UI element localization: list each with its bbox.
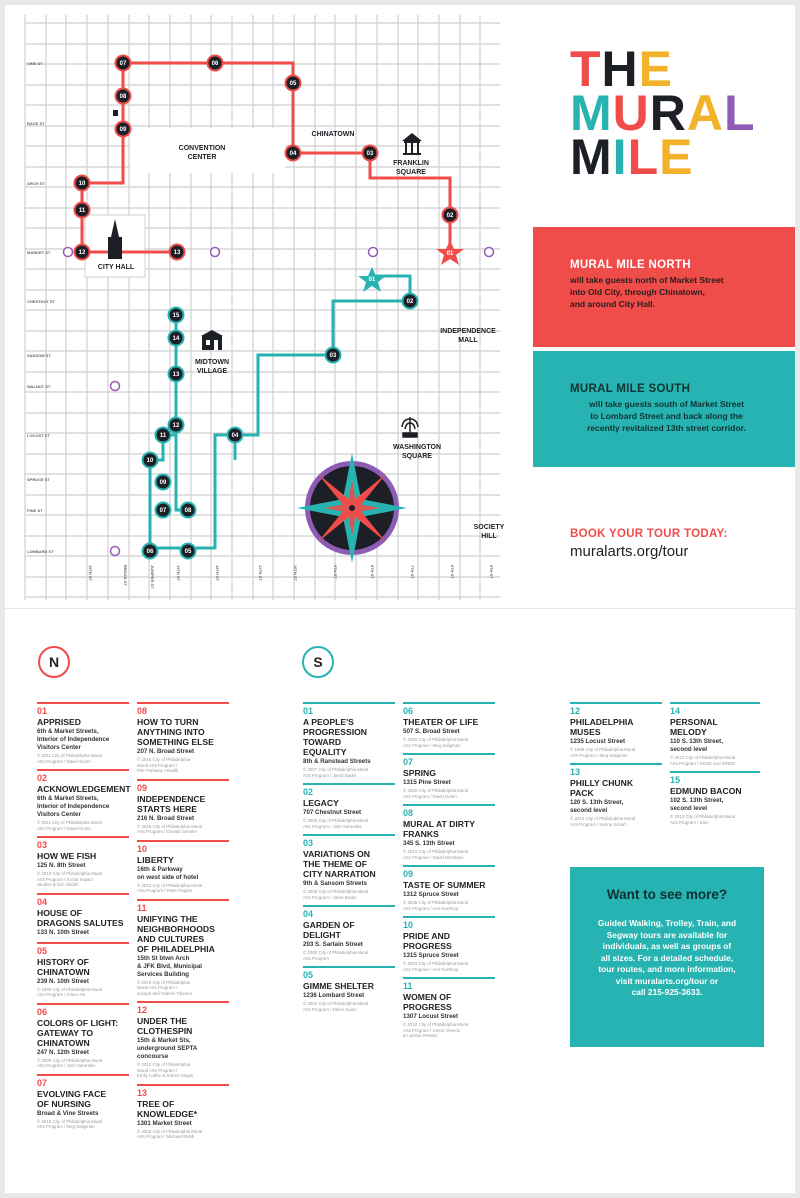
mural-number: 05 (303, 970, 314, 980)
mural-address: 507 S. Broad Street (403, 728, 460, 735)
mural-entry (37, 1074, 129, 1135)
mural-credit: © 2015 City of Philadelphia Mural Arts Program / Meg Saligman (37, 1118, 103, 1129)
mural-address: 247 N. 12th Street (37, 1048, 89, 1056)
south-stop-10 (143, 453, 158, 468)
mural-title: COLORS OF LIGHT: GATEWAY TO CHINATOWN (37, 1017, 119, 1048)
mural-entry (403, 977, 495, 1044)
svg-text:03: 03 (366, 151, 374, 158)
logo-letter: L (723, 85, 756, 141)
mural-credit: © 2000 City of Philadelphia Mural Arts Program (303, 950, 369, 961)
south-stop-12 (169, 418, 184, 433)
north-stop-07 (116, 56, 131, 71)
svg-text:09: 09 (119, 127, 127, 134)
mural-entry (403, 753, 495, 804)
mural-title: SPRING (403, 768, 436, 778)
mural-address: 102 S. 13th Street, second level (670, 797, 724, 812)
mural-title: TASTE OF SUMMER (403, 880, 486, 890)
street-label: RACE ST (27, 121, 45, 126)
mural-entry (570, 702, 662, 763)
mural-entry (37, 702, 129, 769)
place-convention-center: CONVENTION CENTER (178, 145, 226, 161)
mural-title: ACKNOWLEDGEMENT (37, 784, 131, 794)
south-panel-text: will take guests south of Market Street to Lombard Street and back along the recently revitalized 13th street corridor. (587, 399, 746, 433)
svg-text:10: 10 (78, 181, 86, 188)
logo-letter: E (638, 41, 674, 97)
book-tour-title: BOOK YOUR TOUR TODAY: (570, 528, 728, 540)
logo-letter: L (627, 129, 660, 185)
logo-line-3 (570, 129, 756, 185)
logo-letter: M (570, 85, 613, 141)
north-list-col2 (137, 702, 229, 1145)
north-stop-13 (170, 245, 185, 260)
mural-entry (137, 1001, 229, 1084)
building-icon (113, 110, 118, 116)
mural-number: 10 (403, 920, 414, 930)
north-stop-02 (443, 208, 458, 223)
south-route (176, 425, 188, 510)
compass-rose-icon (297, 453, 407, 563)
south-badge: S (302, 646, 334, 678)
south-stop-06 (143, 544, 158, 559)
mural-title: PRIDE AND PROGRESS (403, 931, 452, 951)
mural-number: 07 (37, 1077, 48, 1088)
mural-entry (137, 779, 229, 840)
mural-entry (137, 840, 229, 899)
street-label: JUNIPER ST (150, 565, 155, 589)
street-label: 11TH ST (258, 565, 263, 581)
svg-text:05: 05 (289, 81, 297, 88)
brochure-page (5, 5, 795, 1193)
mural-mile-map (5, 5, 505, 605)
mural-credit: © 2000 City of Philadelphia Mural Arts Program / David Guinn (403, 788, 469, 799)
mural-address: 15th & Market Sts, underground SEPTA concourse (137, 1037, 198, 1060)
mural-entry (37, 769, 129, 836)
north-badge: N (38, 646, 70, 678)
mural-title: LEGACY (303, 798, 339, 808)
mural-address: 1315 Spruce Street (403, 952, 459, 959)
svg-text:10: 10 (146, 458, 154, 465)
svg-text:11: 11 (159, 433, 167, 440)
mural-credit: © 2012 City of Philadelphia Mural Arts Program / Emily Lubbe & Robert Singer (137, 1062, 194, 1078)
svg-text:02: 02 (406, 299, 414, 306)
street-label: 13TH ST (176, 565, 181, 582)
mural-address: 133 N. 10th Street (37, 928, 89, 936)
svg-text:06: 06 (211, 61, 219, 68)
south-panel-title: MURAL MILE SOUTH (570, 383, 691, 395)
north-panel-title: MURAL MILE NORTH (570, 259, 691, 271)
mural-title: MURAL AT DIRTY FRANKS (403, 819, 475, 839)
svg-text:13: 13 (173, 250, 181, 257)
storefront-icon (201, 330, 223, 350)
svg-text:07: 07 (159, 508, 167, 515)
mural-address: 345 S. 13th Street (403, 840, 455, 847)
mural-title: PERSONAL MELODY (670, 717, 718, 737)
north-stop-11 (75, 203, 90, 218)
mural-entry (403, 865, 495, 916)
carousel-icon (402, 133, 422, 155)
svg-text:14: 14 (172, 336, 180, 343)
street-label: SANSOM ST (27, 353, 51, 358)
mural-title: HOUSE OF DRAGONS SALUTES (37, 907, 124, 928)
logo-letter: T (570, 41, 602, 97)
south-star-label: 01 (368, 277, 376, 283)
mural-credit: © 2004 City of Philadelphia Mural Arts Program / David Guinn (303, 1001, 369, 1012)
mural-credit: © 2015 City of Philadelphia Mural Arts Program / Pier Parkway Artwalk (137, 757, 191, 773)
mural-address: 15th St btwn Arch & JFK Blvd, Municipal Services Building (137, 954, 202, 978)
mural-number: 08 (403, 808, 414, 818)
mural-number: 10 (137, 843, 148, 854)
svg-text:12: 12 (172, 423, 180, 430)
north-panel (533, 227, 795, 347)
mural-credit: © 1999 City of Philadelphia Mural Arts Program / Meg Saligman (570, 747, 636, 758)
see-more-box (570, 867, 764, 1047)
mural-address: 216 N. Broad Street (137, 814, 195, 822)
fold-divider (5, 608, 795, 609)
mural-address: 120 S. 13th Street, second level (570, 799, 624, 814)
street-label: LOMBARD ST (27, 549, 54, 554)
south-stop-14 (169, 331, 184, 346)
mural-title: HOW WE FISH (37, 851, 97, 861)
svg-text:15: 15 (172, 313, 180, 320)
south-list-col4 (670, 702, 760, 830)
svg-text:05: 05 (184, 549, 192, 556)
street-label: WALNUT ST (27, 384, 51, 389)
svg-text:13: 13 (172, 372, 180, 379)
mural-address: Broad & Vine Streets (37, 1109, 99, 1117)
mural-title: GIMME SHELTER (303, 981, 374, 991)
south-stop-05 (181, 544, 196, 559)
south-list-col2 (403, 702, 495, 1044)
mural-number: 03 (303, 838, 314, 848)
svg-text:11: 11 (78, 208, 86, 215)
mural-entry (303, 834, 395, 905)
mural-title: PHILADELPHIA MUSES (570, 717, 634, 737)
mural-title: UNIFYING THE NEIGHBORHOODS AND CULTURES OF PHILADELPHIA (137, 913, 215, 954)
street-label: 5TH ST (489, 565, 494, 579)
fountain-icon (402, 417, 418, 437)
mural-title: A PEOPLE'S PROGRESSION TOWARD EQUALITY (303, 717, 367, 757)
mural-title: UNDER THE CLOTHESPIN (137, 1016, 193, 1036)
mural-address: 110 S. 13th Street, second level (670, 738, 723, 753)
svg-text:08: 08 (184, 508, 192, 515)
svg-text:09: 09 (159, 480, 167, 487)
mural-number: 02 (303, 787, 314, 797)
mural-title: TREE OF KNOWLEDGE* (137, 1098, 198, 1119)
mural-credit: © 1995 City of Philadelphia Mural Arts Program / Arturo Ho (37, 986, 103, 997)
mural-address: 16th & Parkway on west side of hotel (137, 865, 199, 881)
mural-number: 09 (403, 869, 414, 879)
svg-text:06: 06 (146, 549, 154, 556)
mural-address: 707 Chestnut Street (303, 809, 362, 816)
north-stop-10 (75, 176, 90, 191)
mural-address: 125 N. 8th Street (37, 862, 86, 869)
mural-entry (137, 899, 229, 1002)
street-label: 8TH ST (370, 565, 375, 579)
mural-address: 207 N. Broad Street (137, 748, 195, 755)
mural-number: 05 (37, 945, 48, 956)
south-stop-08 (181, 503, 196, 518)
south-stop-04 (228, 428, 243, 443)
street-label: 6TH ST (450, 565, 455, 579)
mural-title: INDEPENDENCE STARTS HERE (137, 793, 206, 814)
north-star-label: 01 (446, 251, 454, 257)
logo-letter: E (659, 129, 694, 185)
svg-text:08: 08 (119, 94, 127, 101)
transit-markers (64, 248, 494, 556)
logo-letter: M (570, 129, 613, 185)
mural-entry (403, 702, 495, 753)
mural-credit: © 2011 City of Philadelphia Mural Arts Program / David Guinn (37, 820, 102, 831)
mural-title: VARIATIONS ON THE THEME OF CITY NARRATION (303, 849, 376, 879)
place-chinatown: CHINATOWN (311, 131, 355, 138)
mural-credit: © 2002 City of Philadelphia Mural Arts Program / Meg Saligman (403, 737, 469, 748)
mural-number: 01 (37, 706, 48, 716)
north-stop-06 (208, 56, 223, 71)
street-label: MARKET ST (27, 250, 51, 255)
mural-credit: © 2013 City of Philadelphia Mural Arts Program / Peter Pagast (137, 882, 203, 893)
mural-address: 1235 Locust Street (570, 738, 626, 745)
south-stop-11 (156, 428, 171, 443)
mural-number: 03 (37, 840, 48, 850)
book-tour-link[interactable]: muralarts.org/tour (570, 543, 689, 560)
street-label: LOCUST ST (27, 433, 50, 438)
mural-credit: © 2015 City of Philadelphia Mural Arts Program / Joseph and Gabriel Tiberino (137, 979, 192, 996)
mural-address: 8th & Ranstead Streets (303, 758, 371, 765)
mural-number: 11 (403, 981, 413, 991)
svg-text:12: 12 (78, 250, 86, 257)
svg-text:03: 03 (329, 353, 337, 360)
north-stop-09 (116, 122, 131, 137)
mural-credit: © 2010 City of Philadelphia Mural Arts Program / Cesar Viveros & Larissa Preston (403, 1022, 469, 1038)
mural-credit: © 2016 City of Philadelphia Mural Arts Program / Donald Gensler (137, 823, 203, 834)
mural-entry (570, 763, 662, 832)
mural-entry (37, 1003, 129, 1074)
mural-number: 01 (303, 706, 314, 716)
place-franklin-square: FRANKLIN SQUARE (393, 160, 429, 176)
mural-credit: © 2006 City of Philadelphia Mural Arts Program / Josh Sarantitis (303, 818, 369, 829)
mural-credit: © 2008 City of Philadelphia Mural Arts Program / Ann Northrup (403, 900, 469, 911)
street-label: 9TH ST (333, 565, 338, 579)
svg-text:02: 02 (446, 213, 454, 220)
mural-address: 1315 Pine Street (403, 779, 451, 786)
logo-letter: U (612, 85, 650, 141)
street-grid (25, 15, 500, 600)
street-label: CHESTNUT ST (27, 299, 55, 304)
mural-credit: © 2013 City of Philadelphia Mural Arts Program / NOSE and WNDR (670, 755, 736, 766)
mural-title: GARDEN OF DELIGHT (303, 920, 355, 940)
svg-text:04: 04 (289, 151, 297, 158)
mural-number: 04 (37, 896, 48, 907)
mural-address: 1307 Locust Street (403, 1013, 459, 1020)
mural-entry (137, 702, 229, 779)
place-washington-square: WASHINGTON SQUARE (392, 444, 442, 460)
south-stop-07 (156, 503, 171, 518)
mural-title: THEATER OF LIFE (403, 717, 479, 727)
mural-entry (303, 905, 395, 966)
mural-number: 13 (570, 767, 581, 777)
mural-address: 239 N. 10th Street (37, 977, 89, 985)
place-independence-mall: INDEPENDENCE MALL (440, 328, 496, 344)
logo-letter: H (601, 41, 639, 97)
mural-entry (303, 966, 395, 1017)
mural-entry (137, 1084, 229, 1145)
street-label: PINE ST (27, 508, 43, 513)
mural-address: 6th & Market Streets, Interior of Independence Visitors Center (37, 728, 110, 751)
south-stop-02 (403, 294, 418, 309)
mural-address: 1301 Market Street (137, 1119, 192, 1127)
place-city-hall: CITY HALL (97, 264, 135, 271)
place-midtown-village: MIDTOWN VILLAGE (194, 359, 230, 375)
south-stop-09 (156, 475, 171, 490)
svg-text:07: 07 (119, 61, 127, 68)
street-label: 10TH ST (293, 565, 298, 582)
mural-title: APPRISED (37, 717, 81, 727)
mural-number: 13 (137, 1087, 148, 1098)
mural-entry (303, 783, 395, 834)
mural-entry (37, 836, 129, 893)
north-stop-04 (286, 146, 301, 161)
north-panel-text: will take guests north of Market Street into Old City, through Chinatown, and around City Hall. (570, 275, 724, 309)
mural-address: 6th & Market Streets, Interior of Independence Visitors Center (37, 795, 110, 818)
mural-address: 9th & Sansom Streets (303, 880, 367, 887)
street-label: VINE ST (27, 61, 43, 66)
mural-credit: © 2013 City of Philadelphia Mural Arts Program / Kenny Scharf (570, 816, 636, 827)
logo-letter: A (686, 85, 724, 141)
street-label: 15TH ST (88, 565, 93, 582)
street-label: BROAD ST (123, 565, 128, 586)
see-more-title: Want to see more? (606, 887, 728, 902)
mural-entry (670, 771, 760, 830)
mural-entry (37, 893, 129, 942)
mural-credit: © 2010 City of Philadelphia Mural Arts Program / Social Impact Studios & Eric Okdeh (37, 871, 103, 887)
svg-text:04: 04 (231, 433, 239, 440)
mural-entry (403, 804, 495, 865)
mural-address: 1236 Lombard Street (303, 992, 365, 999)
mural-credit: © 2006 City of Philadelphia Mural Arts Program / Jared Bader (303, 889, 369, 900)
mural-number: 06 (403, 706, 414, 716)
logo-letter: I (612, 129, 628, 185)
mural-number: 11 (137, 902, 147, 913)
mural-credit: © 2010 City of Philadelphia Mural Arts Program / David McShane (403, 849, 469, 860)
mural-title: WOMEN OF PROGRESS (403, 992, 452, 1012)
south-stop-13 (169, 367, 184, 382)
mural-number: 08 (137, 706, 148, 716)
mural-credit: © 2013 City of Philadelphia Mural Arts Program / Sam (670, 814, 736, 825)
mural-number: 07 (403, 757, 414, 767)
mural-title: HISTORY OF CHINATOWN (37, 956, 90, 977)
book-tour (570, 528, 728, 560)
mural-entry (403, 916, 495, 977)
mural-number: 15 (670, 775, 681, 785)
mural-address: 1312 Spruce Street (403, 891, 459, 898)
mural-credit: © 2009 City of Philadelphia Mural Arts Program / Josh Sarantitis (37, 1057, 103, 1068)
south-stop-03 (326, 348, 341, 363)
north-stop-08 (116, 89, 131, 104)
mural-address: 203 S. Sartain Street (303, 941, 363, 948)
north-list-col1 (37, 702, 129, 1135)
mural-mile-logo (570, 41, 756, 185)
mural-title: PHILLY CHUNK PACK (570, 778, 634, 798)
street-label: 7TH ST (410, 565, 415, 579)
see-more-text: Guided Walking, Trolley, Train, and Segway tours are available for individuals, as well as groups of all sizes. For a detailed schedule, tour routes, and more information, visit muralarts.org/tour or call 215-925-3633. (597, 918, 737, 997)
north-stop-12 (75, 245, 90, 260)
mural-number: 09 (137, 782, 148, 793)
street-label: SPRUCE ST (27, 477, 50, 482)
logo-letter: R (649, 85, 687, 141)
mural-credit: © 2003 City of Philadelphia Mural Arts Program / Ann Northrup (403, 961, 469, 972)
north-stop-05 (286, 76, 301, 91)
mural-number: 12 (570, 706, 581, 716)
south-panel (533, 351, 795, 467)
mural-entry (37, 942, 129, 1003)
street-label: 12TH ST (215, 565, 220, 582)
mural-title: EDMUND BACON (670, 786, 742, 796)
street-label: ARCH ST (27, 181, 45, 186)
mural-title: LIBERTY (137, 854, 174, 865)
mural-number: 04 (303, 909, 314, 919)
south-stop-15 (169, 308, 184, 323)
mural-title: HOW TO TURN ANYTHING INTO SOMETHING ELSE (137, 717, 214, 747)
south-list-col3 (570, 702, 662, 832)
mural-number: 12 (137, 1005, 148, 1015)
place-society-hill: SOCIETY HILL (473, 524, 505, 540)
mural-number: 14 (670, 706, 681, 716)
mural-credit: © 2011 City of Philadelphia Mural Arts Program / David Guinn (37, 753, 102, 764)
mural-title: EVOLVING FACE OF NURSING (37, 1088, 107, 1109)
mural-entry (303, 702, 395, 783)
south-list-col1 (303, 702, 395, 1017)
mural-number: 02 (37, 773, 48, 783)
mural-number: 06 (37, 1006, 48, 1017)
mural-credit: © 2003 City of Philadelphia Mural Arts Program / Michael Webb (137, 1128, 203, 1139)
mural-entry (670, 702, 760, 771)
mural-credit: © 2007 City of Philadelphia Mural Arts Program / Jared Bader (303, 767, 369, 778)
north-stop-03 (363, 146, 378, 161)
